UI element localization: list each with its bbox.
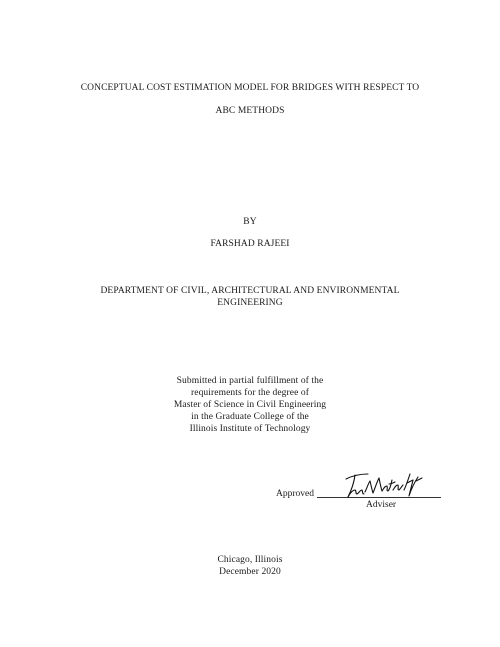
adviser-label: Adviser [366,500,397,510]
thesis-title-line-1: CONCEPTUAL COST ESTIMATION MODEL FOR BRIDGES WITH RESPECT TO [80,83,420,93]
location: Chicago, Illinois [217,555,283,565]
by-label: BY [243,217,257,227]
submission-date: December 2020 [219,567,281,577]
author-name: FARSHAD RAJEEI [210,239,290,249]
approval-block [276,478,446,518]
approved-label: Approved [276,489,314,499]
submission-line-3: Master of Science in Civil Engineering [173,400,327,410]
adviser-signature [338,463,426,503]
submission-line-4: in the Graduate College of the [191,412,309,422]
thesis-title-line-2: ABC METHODS [215,106,285,116]
submission-line-2: requirements for the degree of [190,388,309,398]
submission-line-5: Illinois Institute of Technology [189,424,311,434]
submission-line-1: Submitted in partial fulfillment of the [176,376,324,386]
department-line-2: ENGINEERING [217,298,283,308]
department-line-1: DEPARTMENT OF CIVIL, ARCHITECTURAL AND ENVIRONMENTAL [100,286,400,296]
